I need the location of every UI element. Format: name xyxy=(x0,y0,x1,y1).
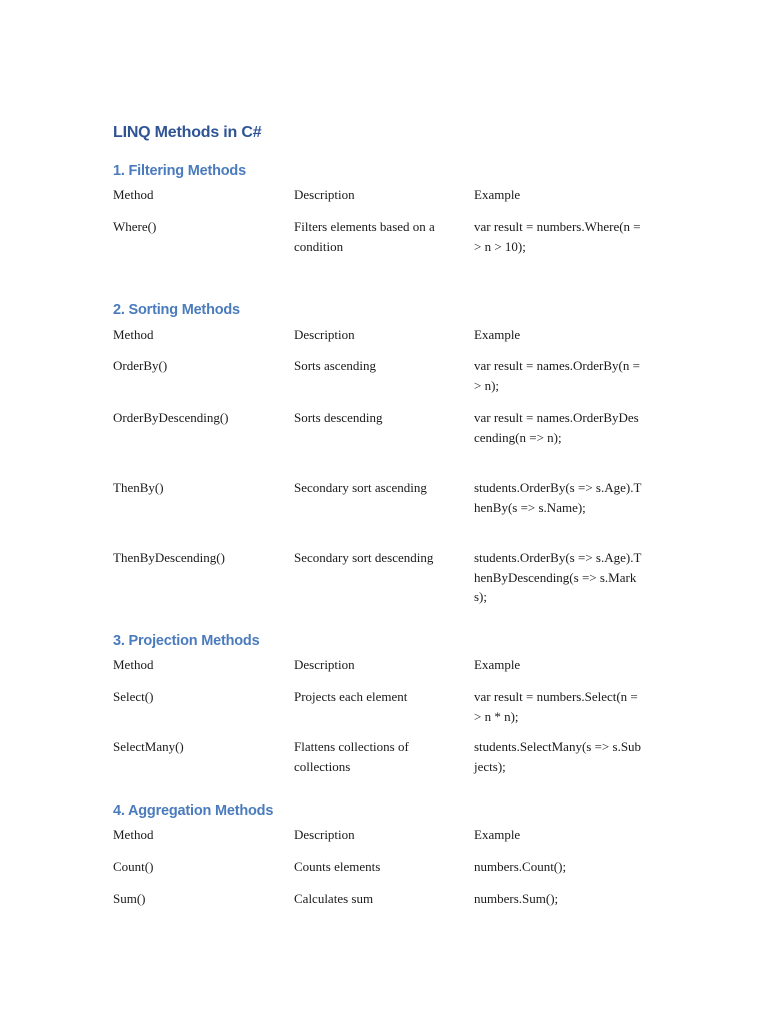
method-cell: ThenByDescending() xyxy=(113,550,225,565)
column-header-method: Method xyxy=(113,327,154,342)
column-header-description: Description xyxy=(294,187,355,202)
description-cell: Secondary sort descending xyxy=(294,550,434,565)
example-cell: students.OrderBy(s => s.Age).ThenBy(s => s.Name); xyxy=(474,480,642,515)
example-cell: var result = names.OrderByDescending(n => n); xyxy=(474,410,639,445)
example-cell: students.OrderBy(s => s.Age).ThenByDescending(s => s.Marks); xyxy=(474,550,642,604)
example-cell: var result = numbers.Where(n => n > 10); xyxy=(474,219,641,254)
method-cell: Sum() xyxy=(113,891,146,906)
column-header-example: Example xyxy=(474,327,521,342)
method-cell: Where() xyxy=(113,219,157,234)
description-cell: Projects each element xyxy=(294,689,408,704)
document-title: LINQ Methods in C# xyxy=(113,124,262,141)
example-cell: var result = names.OrderBy(n => n); xyxy=(474,358,640,393)
method-cell: SelectMany() xyxy=(113,739,184,754)
example-cell: numbers.Count(); xyxy=(474,859,567,874)
description-cell: Flattens collections of collections xyxy=(294,739,409,774)
section-heading-aggregation: 4. Aggregation Methods xyxy=(113,803,274,819)
method-cell: OrderByDescending() xyxy=(113,410,229,425)
column-header-description: Description xyxy=(294,827,355,842)
column-header-method: Method xyxy=(113,187,154,202)
column-header-description: Description xyxy=(294,327,355,342)
section-heading-sorting: 2. Sorting Methods xyxy=(113,302,240,318)
description-cell: Sorts descending xyxy=(294,410,383,425)
example-cell: var result = numbers.Select(n => n * n); xyxy=(474,689,638,724)
description-cell: Sorts ascending xyxy=(294,358,376,373)
description-cell: Filters elements based on a condition xyxy=(294,219,435,254)
column-header-method: Method xyxy=(113,827,154,842)
column-header-example: Example xyxy=(474,657,521,672)
description-cell: Calculates sum xyxy=(294,891,374,906)
column-header-method: Method xyxy=(113,657,154,672)
section-heading-filtering: 1. Filtering Methods xyxy=(113,163,246,179)
description-cell: Secondary sort ascending xyxy=(294,480,427,495)
example-cell: students.SelectMany(s => s.Subjects); xyxy=(474,739,642,774)
column-header-example: Example xyxy=(474,827,521,842)
method-cell: Select() xyxy=(113,689,154,704)
method-cell: Count() xyxy=(113,859,154,874)
example-cell: numbers.Sum(); xyxy=(474,891,559,906)
method-cell: OrderBy() xyxy=(113,358,168,373)
section-heading-projection: 3. Projection Methods xyxy=(113,633,260,649)
column-header-example: Example xyxy=(474,187,521,202)
method-cell: ThenBy() xyxy=(113,480,164,495)
column-header-description: Description xyxy=(294,657,355,672)
description-cell: Counts elements xyxy=(294,859,381,874)
